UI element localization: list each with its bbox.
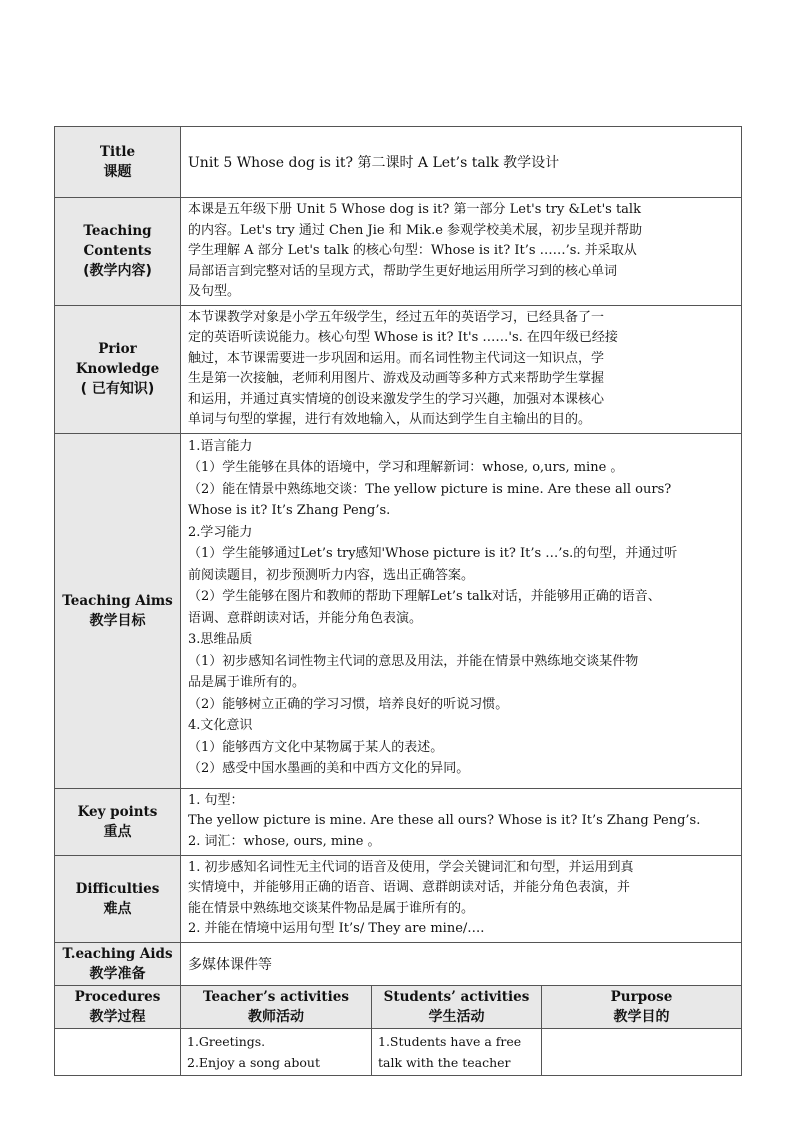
procedures-label-cn: 教学过程 <box>89 1008 146 1025</box>
aims-line: 前阅读题目，初步预测听力内容，选出正确答案。 <box>188 567 475 583</box>
diff-label-en: Difficulties <box>75 880 160 897</box>
prior-line: 触过，本节课需要进一步巩固和运用。而名词性物主代词这一知识点，学 <box>188 350 605 366</box>
aims-line: 1.语言能力 <box>188 438 253 454</box>
aids-content: 多媒体课件等 <box>181 942 742 985</box>
contents-text <box>181 198 742 306</box>
aims-line: 品是属于谁所有的。 <box>188 675 306 690</box>
aims-line: 语调、意群朗读对话，并能分角色表演。 <box>188 610 423 626</box>
aims-label-cn: 教学目标 <box>89 612 146 629</box>
student-activities-header <box>372 985 542 1028</box>
key-line: 1. 句型： <box>188 792 244 808</box>
aims-line: 4.文化意识 <box>188 718 253 733</box>
key-text <box>181 788 742 855</box>
purpose-cell <box>542 1028 742 1075</box>
aims-line: 2.学习能力 <box>188 524 253 540</box>
contents-row <box>55 198 742 306</box>
student-header-en: Students’ activities <box>383 988 530 1005</box>
student-activities-cell <box>372 1028 542 1075</box>
aims-line: （2）能够树立正确的学习习惯，培养良好的听说习惯。 <box>188 696 509 712</box>
prior-label-en1: Prior <box>98 341 137 357</box>
diff-line: 1. 初步感知名词性无主代词的语音及使用，学会关键词汇和句型，并运用到真 <box>188 859 634 875</box>
key-row <box>55 788 742 855</box>
contents-label-cn: (教学内容) <box>83 263 152 280</box>
aims-line: （1）学生能够通过Let’s try感知'Whose picture is it? It’s …’s.的句型，并通过听 <box>188 546 678 561</box>
teacher-header-cn: 教师活动 <box>248 1008 304 1025</box>
prior-line: 定的英语听读说能力。核心句型 Whose is it? It's ……'s. 在四年级已经接 <box>188 330 618 345</box>
title-row <box>55 127 742 198</box>
aims-text <box>181 433 742 788</box>
contents-label-en2: Contents <box>83 243 152 260</box>
aims-line: 3.思维品质 <box>188 632 253 647</box>
procedures-label <box>55 985 181 1028</box>
aims-label <box>55 433 181 788</box>
procedures-label-en: Procedures <box>74 988 161 1005</box>
prior-label <box>55 305 181 433</box>
diff-row <box>55 855 742 942</box>
diff-line: 实情境中，并能够用正确的语音、语调、意群朗读对话，并能分角色表演，并 <box>188 880 631 895</box>
teacher-activity-line: 1.Greetings. <box>187 1033 266 1049</box>
contents-line: 学生理解 A 部分 Let's talk 的核心句型：Whose is it? It’s ……’s. 并采取从 <box>188 243 637 258</box>
aims-line: Whose is it? It’s Zhang Peng’s. <box>188 503 391 518</box>
prior-line: 生是第一次接触，老师利用图片、游戏及动画等多种方式来帮助学生掌握 <box>188 371 605 386</box>
aims-line: （2）学生能够在图片和教师的帮助下理解Let’s talk对话，并能够用正确的语音、 <box>188 589 661 604</box>
prior-label-en2: Knowledge <box>75 361 160 377</box>
aims-line: （2）能在情景中熟练地交谈：The yellow picture is mine. Are these all ours? <box>188 481 672 497</box>
aims-line: （1）初步感知名词性物主代词的意思及用法，并能在情景中熟练地交谈某件物 <box>188 653 639 669</box>
aims-line: （2）感受中国水墨画的美和中西方文化的异同。 <box>188 761 470 776</box>
contents-line: 的内容。Let's try 通过 Chen Jie 和 Mik.e 参观学校美术展，初步呈现并帮助 <box>188 222 643 238</box>
prior-row <box>55 305 742 433</box>
aims-row <box>55 433 742 788</box>
key-line: 2. 词汇：whose, ours, mine 。 <box>188 833 381 849</box>
contents-label <box>55 198 181 306</box>
title-label-cn: 课题 <box>103 164 132 180</box>
diff-line: 能在情景中熟练地交谈某件物品是属于谁所有的。 <box>188 900 475 916</box>
prior-line: 本节课教学对象是小学五年级学生，经过五年的英语学习，已经具备了一 <box>188 309 605 325</box>
aids-label <box>55 942 181 985</box>
aids-label-cn: 教学准备 <box>89 965 146 982</box>
contents-line: 及句型。 <box>188 284 241 299</box>
aids-row <box>55 942 742 985</box>
diff-line: 2. 并能在情境中运用句型 It’s/ They are mine/…. <box>188 921 485 936</box>
key-line: The yellow picture is mine. Are these all ours? Whose is it? It’s Zhang Peng’s. <box>188 813 701 828</box>
student-activity-line: talk with the teacher <box>378 1054 511 1070</box>
key-label-en: Key points <box>77 803 158 820</box>
teacher-activities-cell <box>181 1028 372 1075</box>
contents-label-en1: Teaching <box>83 223 152 240</box>
prior-label-cn: ( 已有知识) <box>80 381 155 397</box>
teacher-activities-header <box>181 985 372 1028</box>
key-label-cn: 重点 <box>103 823 132 840</box>
purpose-header-cn: 教学目的 <box>613 1008 670 1025</box>
teacher-activity-line: 2.Enjoy a song about <box>187 1054 320 1070</box>
procedures-header-row <box>55 985 742 1028</box>
title-label <box>55 127 181 198</box>
purpose-header <box>542 985 742 1028</box>
teacher-header-en: Teacher’s activities <box>203 988 349 1005</box>
student-activity-line: 1.Students have a free <box>378 1033 522 1049</box>
lesson-plan-table <box>54 126 742 1076</box>
prior-line: 和运用，并通过真实情境的创设来激发学生的学习兴趣，加强对本课核心 <box>188 391 605 407</box>
diff-label <box>55 855 181 942</box>
aims-line: （1）能够西方文化中某物属于某人的表述。 <box>188 739 444 755</box>
contents-line: 局部语言到完整对话的呈现方式，帮助学生更好地运用所学习到的核心单词 <box>188 263 618 279</box>
prior-line: 单词与句型的掌握，进行有效地输入，从而达到学生自主输出的目的。 <box>188 412 592 427</box>
key-label <box>55 788 181 855</box>
diff-text <box>181 855 742 942</box>
procedures-step-cell <box>55 1028 181 1075</box>
diff-label-cn: 难点 <box>103 900 132 917</box>
aims-label-en: Teaching Aims <box>62 592 173 609</box>
aims-line: （1）学生能够在具体的语境中，学习和理解新词：whose, o,urs, mine 。 <box>188 460 624 475</box>
procedures-row <box>55 1028 742 1075</box>
title-content: Unit 5 Whose dog is it? 第二课时 A Let’s talk 教学设计 <box>181 127 742 198</box>
prior-text <box>181 305 742 433</box>
title-label-en: Title <box>99 144 136 160</box>
aids-label-en: T.eaching Aids <box>62 945 173 962</box>
student-header-cn: 学生活动 <box>428 1008 485 1025</box>
purpose-header-en: Purpose <box>610 988 673 1005</box>
contents-line: 本课是五年级下册 Unit 5 Whose dog is it? 第一部分 Let's try &Let's talk <box>188 202 641 217</box>
